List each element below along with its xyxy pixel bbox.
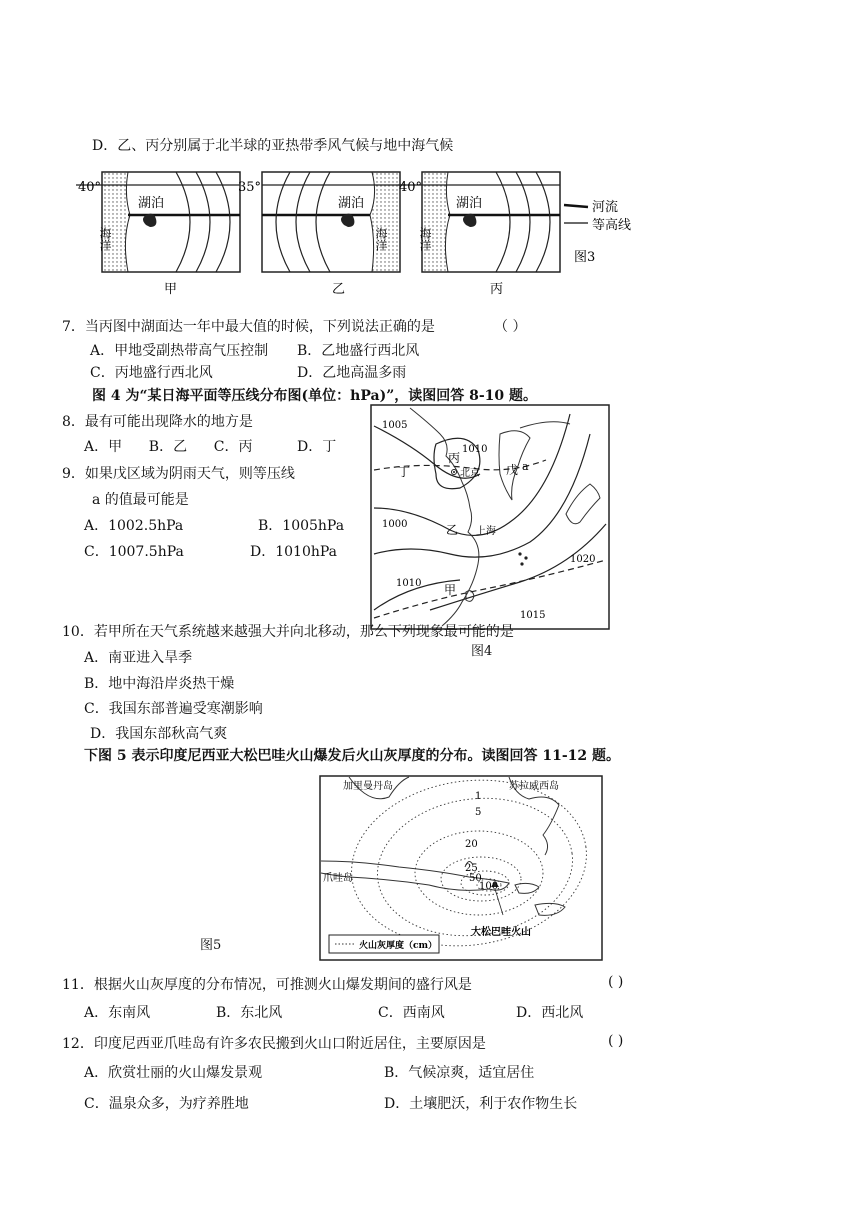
figure-5 bbox=[319, 775, 603, 961]
fig5-label-kalimantan: 加里曼丹岛 bbox=[343, 781, 393, 792]
q7-option-c: C．丙地盛行西北风 bbox=[90, 365, 213, 381]
q10-stem: 10．若甲所在天气系统越来越强大并向北移动，那么下列现象最可能的是 bbox=[62, 624, 514, 640]
fig3-caption: 图3 bbox=[574, 250, 596, 265]
fig5-label-volcano: 大松巴哇火山 bbox=[471, 927, 531, 938]
fig3-panel-yi bbox=[262, 172, 406, 272]
fig5-contour-1: 1 bbox=[475, 791, 482, 802]
fig3-ocean-bing: 海洋 bbox=[418, 227, 432, 251]
q10-option-c: C．我国东部普遍受寒潮影响 bbox=[84, 701, 263, 717]
q10-option-b: B．地中海沿岸炎热干燥 bbox=[84, 676, 235, 692]
q9-stem: 9．如果戊区域为阴雨天气，则等压线 bbox=[62, 466, 295, 482]
fig3-lake-bing: 湖泊 bbox=[456, 196, 483, 211]
fig4-label-shanghai: 上海 bbox=[476, 526, 496, 537]
fig5-caption: 图5 bbox=[200, 938, 222, 953]
q7-option-a: A．甲地受副热带高气压控制 bbox=[90, 343, 269, 359]
fig3-legend-river: 河流 bbox=[592, 200, 619, 215]
q7-option-b: B．乙地盛行西北风 bbox=[297, 343, 420, 359]
q6-option-d: D．乙、丙分别属于北半球的亚热带季风气候与地中海气候 bbox=[92, 138, 454, 154]
fig4-isobar-1010-south: 1010 bbox=[396, 578, 422, 589]
q12-stem: 12．印度尼西亚爪哇岛有许多农民搬到火山口附近居住，主要原因是 bbox=[62, 1036, 486, 1052]
q11-answer-paren: ( ) bbox=[608, 974, 624, 990]
q7-answer-paren: （ ） bbox=[494, 319, 527, 335]
q9-stem-2: a 的值最可能是 bbox=[92, 492, 189, 508]
q10-option-d: D．我国东部秋高气爽 bbox=[90, 726, 228, 742]
fig3-panel-bing bbox=[398, 172, 560, 272]
fig4-label-beijing: 北京 bbox=[460, 468, 480, 479]
fig4-label-wu: 戊 bbox=[506, 463, 519, 477]
fig4-isobar-1020: 1020 bbox=[570, 554, 596, 565]
fig3-lake-yi: 湖泊 bbox=[338, 196, 365, 211]
q11-option-c: C．西南风 bbox=[378, 1005, 445, 1021]
fig4-isobar-1005: 1005 bbox=[382, 420, 408, 431]
q12-option-c: C．温泉众多，为疗养胜地 bbox=[84, 1096, 249, 1112]
fig5-contour-100: 100 bbox=[479, 881, 499, 892]
q12-option-a: A．欣赏壮丽的火山爆发景观 bbox=[84, 1065, 263, 1081]
fig5-contour-50: 50 bbox=[469, 873, 482, 884]
fig4-label-jia: 甲 bbox=[444, 583, 457, 597]
fig4-isobar-1015: 1015 bbox=[520, 610, 546, 621]
q12-option-d: D．土壤肥沃，利于农作物生长 bbox=[384, 1096, 578, 1112]
fig5-label-sulawesi: 苏拉威西岛 bbox=[509, 781, 559, 792]
q7-stem: 7．当丙图中湖面达一年中最大值的时候，下列说法正确的是 bbox=[62, 319, 435, 335]
fig4-label-bing: 丙 bbox=[448, 451, 461, 465]
fig5-label-java: 爪哇岛 bbox=[323, 873, 353, 884]
fig3-name-yi: 乙 bbox=[332, 282, 346, 297]
fig5-contour-5: 5 bbox=[475, 807, 482, 818]
fig4-caption: 图4 bbox=[471, 644, 493, 659]
q9-option-a: A．1002.5hPa bbox=[84, 518, 184, 534]
fig3-ocean-yi: 海洋 bbox=[374, 227, 388, 251]
figure-3 bbox=[76, 165, 666, 305]
q12-option-b: B．气候凉爽，适宜居住 bbox=[384, 1065, 535, 1081]
fig3-name-jia: 甲 bbox=[164, 282, 178, 297]
q8-options: A．甲 B．乙 C．丙 D．丁 bbox=[84, 439, 337, 455]
figure-4 bbox=[370, 404, 610, 630]
fig4-label-ding: 丁 bbox=[398, 465, 411, 479]
q12-answer-paren: ( ) bbox=[608, 1033, 624, 1049]
q11-option-b: B．东北风 bbox=[216, 1005, 283, 1021]
fig4-isobar-1010-center: 1010 bbox=[462, 444, 488, 455]
q7-option-d: D．乙地高温多雨 bbox=[297, 365, 407, 381]
fig3-name-bing: 丙 bbox=[490, 282, 504, 297]
fig5-legend: 火山灰厚度（cm） bbox=[359, 941, 438, 951]
fig5-intro: 下图 5 表示印度尼西亚大松巴哇火山爆发后火山灰厚度的分布。读图回答 11-12 题。 bbox=[84, 748, 621, 764]
fig3-legend-contour: 等高线 bbox=[592, 218, 632, 233]
fig3-lat-jia: 40° bbox=[78, 180, 102, 195]
q9-option-c: C．1007.5hPa bbox=[84, 544, 184, 560]
fig4-intro: 图 4 为“某日海平面等压线分布图(单位：hPa)”，读图回答 8-10 题。 bbox=[92, 388, 538, 404]
q8-stem: 8．最有可能出现降水的地方是 bbox=[62, 414, 253, 430]
q11-option-d: D．西北风 bbox=[516, 1005, 584, 1021]
fig4-label-yi: 乙 bbox=[446, 523, 459, 537]
q11-stem: 11．根据火山灰厚度的分布情况，可推测火山爆发期间的盛行风是 bbox=[62, 977, 472, 993]
q11-option-a: A．东南风 bbox=[84, 1005, 151, 1021]
fig3-lat-bing: 40° bbox=[399, 180, 423, 195]
fig4-label-a: a bbox=[522, 460, 529, 473]
fig5-contour-25: 25 bbox=[465, 863, 478, 874]
q9-option-d: D．1010hPa bbox=[250, 544, 338, 560]
fig4-isobar-1000: 1000 bbox=[382, 519, 408, 530]
fig3-lat-yi: 35° bbox=[238, 180, 262, 195]
fig5-contour-20: 20 bbox=[465, 839, 478, 850]
q10-option-a: A．南亚进入旱季 bbox=[84, 650, 193, 666]
q9-option-b: B．1005hPa bbox=[258, 518, 345, 534]
fig3-lake-jia: 湖泊 bbox=[138, 196, 165, 211]
fig3-ocean-jia: 海洋 bbox=[98, 227, 112, 251]
